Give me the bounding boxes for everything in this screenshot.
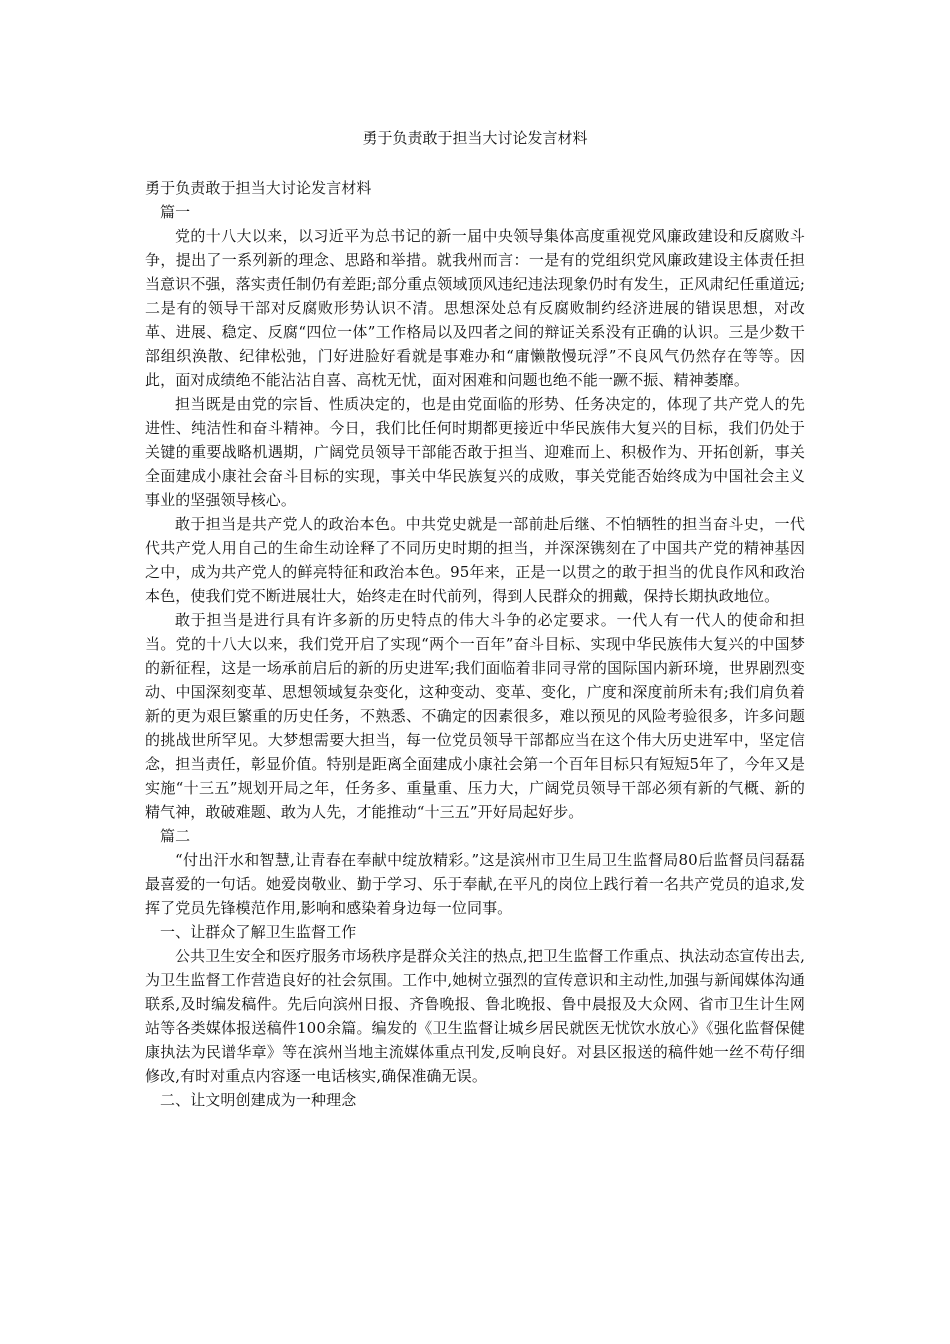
paragraph: “付出汗水和智慧,让青春在奉献中绽放精彩。”这是滨州市卫生局卫生监督局80后监督员闫磊磊最喜爱的一句话。她爱岗敬业、勤于学习、乐于奉献,在平凡的岗位上践行着一名共产党员的追求,发挥了党员先锋模范作用,影响和感染着身边每一位同事。 (145, 851, 805, 917)
section-heading: 一、让群众了解卫生监督工作 (160, 923, 357, 941)
paragraph: 公共卫生安全和医疗服务市场秩序是群众关注的热点,把卫生监督工作重点、执法动态宣传出去,为卫生监督工作营造良好的社会氛围。工作中,她树立强烈的宣传意识和主动性,加强与新闻媒体沟通联系,及时编发稿件。先后向滨州日报、齐鲁晚报、鲁北晚报、鲁中晨报及大众网、省市卫生计生网站等各类媒体报送稿件100余篇。编发的《卫生监督让城乡居民就医无忧饮水放心》《强化监督保健康执法为民谱华章》等在滨州当地主流媒体重点刊发,反响良好。对县区报送的稿件她一丝不苟仔细修改,有时对重点内容逐一电话核实,确保准确无误。 (145, 947, 805, 1085)
document-title: 勇于负责敢于担当大讨论发言材料 (362, 129, 588, 147)
paragraph: 敢于担当是共产党人的政治本色。中共党史就是一部前赴后继、不怕牺牲的担当奋斗史，一代代共产党人用自己的生命生动诠释了不同历史时期的担当，并深深镌刻在了中国共产党的精神基因之中，成为共产党人的鲜亮特征和政治本色。95年来，正是一以贯之的敢于担当的优良作风和政治本色，使我们党不断进展壮大，始终走在时代前列，得到人民群众的拥戴，保持长期执政地位。 (145, 515, 805, 605)
paragraph: 党的十八大以来，以习近平为总书记的新一届中央领导集体高度重视党风廉政建设和反腐败斗争，提出了一系列新的理念、思路和举措。就我州而言：一是有的党组织党风廉政建设主体责任担当意识不强，落实责任制仍有差距;部分重点领域顶风违纪违法现象仍时有发生，正风肃纪任重道远;二是有的领导干部对反腐败形势认识不清。思想深处总有反腐败制约经济进展的错误思想，对改革、进展、稳定、反腐“四位一体”工作格局以及四者之间的辩证关系没有正确的认识。三是少数干部组织涣散、纪律松弛，门好进脸好看就是事难办和“庸懒散慢玩浮”不良风气仍然存在等等。因此，面对成绩绝不能沾沾自喜、高枕无忧，面对困难和问题也绝不能一蹶不振、精神萎靡。 (145, 227, 805, 389)
part-two-label: 篇二 (160, 827, 191, 845)
part-one-label: 篇一 (160, 203, 191, 221)
paragraph: 敢于担当是进行具有许多新的历史特点的伟大斗争的必定要求。一代人有一代人的使命和担当。党的十八大以来，我们党开启了实现“两个一百年”奋斗目标、实现中华民族伟大复兴的中国梦的新征程，这是一场承前启后的新的历史进军;我们面临着非同寻常的国际国内新环境，世界剧烈变动、中国深刻变革、思想领域复杂变化，这种变动、变革、变化，广度和深度前所未有;我们肩负着新的更为艰巨繁重的历史任务，不熟悉、不确定的因素很多，难以预见的风险考验很多，许多问题的挑战世所罕见。大梦想需要大担当，每一位党员领导干部都应当在这个伟大历史进军中，坚定信念，担当责任，彰显价值。特别是距离全面建成小康社会第一个百年目标只有短短5年了，今年又是实施“十三五”规划开局之年，任务多、重量重、压力大，广阔党员领导干部必须有新的气概、新的精气神，敢破难题、敢为人先，才能推动“十三五”开好局起好步。 (145, 611, 805, 821)
document-body (145, 176, 805, 1112)
section-heading: 二、让文明创建成为一种理念 (160, 1091, 357, 1109)
paragraph: 担当既是由党的宗旨、性质决定的，也是由党面临的形势、任务决定的，体现了共产党人的先进性、纯洁性和奋斗精神。今日，我们比任何时期都更接近中华民族伟大复兴的目标，我们仍处于关键的重要战略机遇期，广阔党员领导干部能否敢于担当、迎难而上、积极作为、开拓创新，事关全面建成小康社会奋斗目标的实现，事关中华民族复兴的成败，事关党能否始终成为中国社会主义事业的坚强领导核心。 (145, 395, 805, 509)
document-subtitle: 勇于负责敢于担当大讨论发言材料 (145, 179, 372, 197)
